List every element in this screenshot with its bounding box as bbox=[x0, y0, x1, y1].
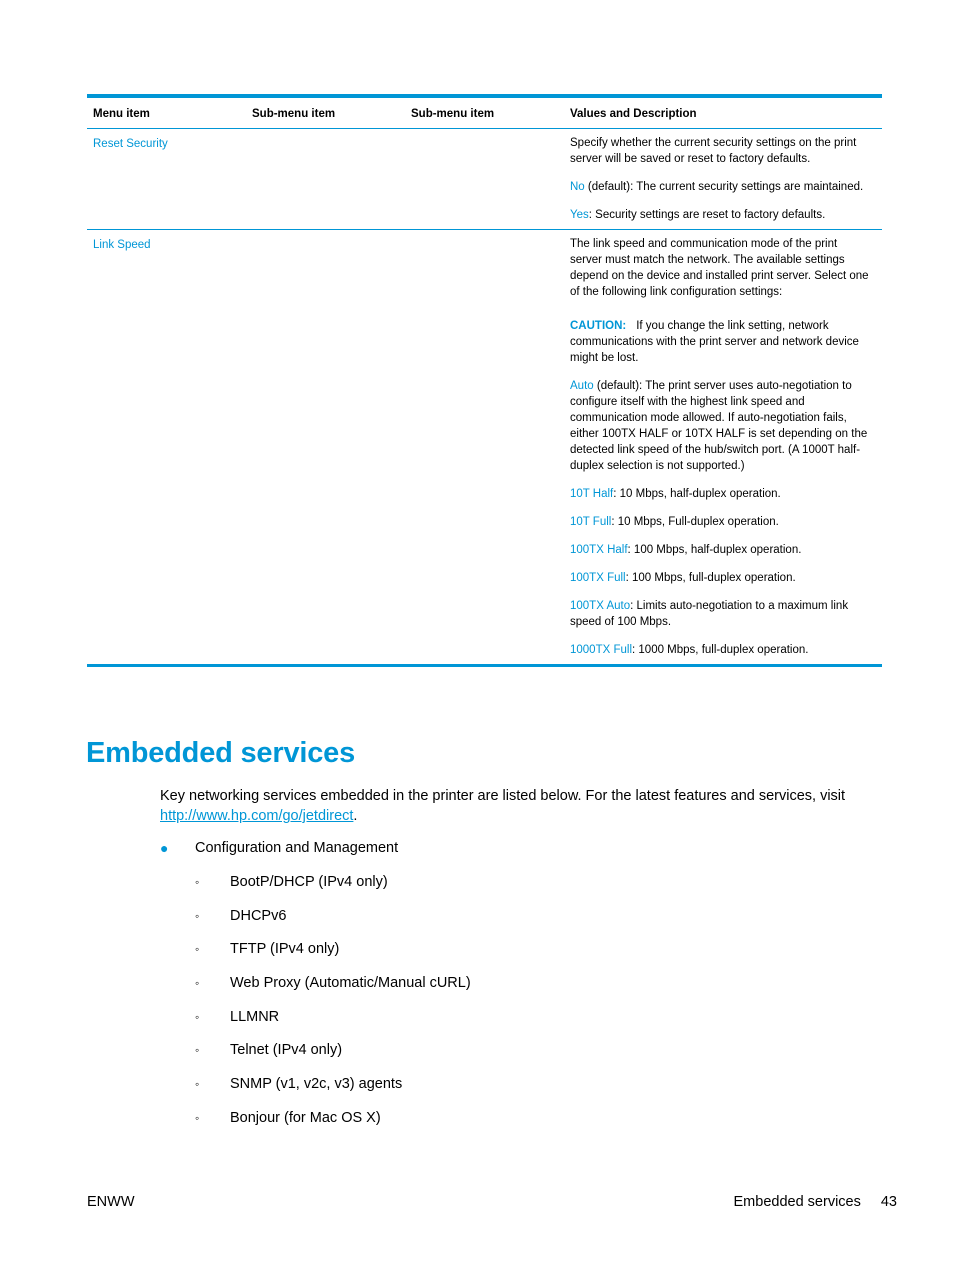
option-term[interactable]: 1000TX Full bbox=[570, 644, 633, 656]
header-sub-menu-item-1: Sub-menu item bbox=[252, 108, 336, 120]
caution-note bbox=[570, 318, 870, 366]
circle-bullet-icon: ◦ bbox=[195, 1077, 200, 1092]
link-speed-link[interactable]: Link Speed bbox=[93, 239, 151, 251]
option-term[interactable]: Yes bbox=[570, 209, 589, 221]
option-term[interactable]: No bbox=[570, 181, 585, 193]
caution-label: CAUTION: bbox=[570, 320, 627, 332]
menu-table bbox=[87, 94, 882, 667]
option-yes bbox=[570, 207, 870, 223]
option-100tx-auto bbox=[570, 598, 870, 630]
option-auto bbox=[570, 378, 870, 474]
table-row-link-speed bbox=[87, 229, 882, 664]
table-header bbox=[87, 98, 882, 129]
list-item-text: Telnet (IPv4 only) bbox=[230, 1042, 343, 1059]
reset-security-description bbox=[570, 129, 876, 229]
list-item-text: SNMP (v1, v2c, v3) agents bbox=[230, 1076, 403, 1093]
option-term[interactable]: 10T Full bbox=[570, 516, 612, 528]
header-menu-item: Menu item bbox=[93, 108, 150, 120]
table-row-reset-security bbox=[87, 129, 882, 229]
list-item-text: Bonjour (for Mac OS X) bbox=[230, 1109, 381, 1126]
option-100tx-full bbox=[570, 570, 870, 586]
option-1000tx-full bbox=[570, 642, 870, 658]
option-text: (default): The print server uses auto-negotiation to configure itself with the highest link speed and communication mode allowed. If auto-negotiation fails, either 100TX HALF or 10TX HALF is set depending on the detected link speed of the hub/switch port. (A 1000T half-duplex selection is not supported.) bbox=[570, 380, 868, 472]
option-100tx-half bbox=[570, 542, 870, 558]
list-item-text: LLMNR bbox=[230, 1008, 280, 1025]
list-item-text: DHCPv6 bbox=[230, 907, 287, 924]
circle-bullet-icon: ◦ bbox=[195, 1110, 200, 1125]
section-title: Embedded services bbox=[86, 737, 356, 769]
circle-bullet-icon: ◦ bbox=[195, 942, 200, 957]
intro-paragraph bbox=[160, 786, 882, 826]
option-term[interactable]: 100TX Half bbox=[570, 544, 628, 556]
description-paragraph: The link speed and communication mode of the print server must match the network. The available settings depend on the device and installed print server. Select one of the following link configuration settings: bbox=[570, 238, 869, 298]
bullet-text: Configuration and Management bbox=[195, 840, 399, 856]
page-number: 43 bbox=[880, 1194, 897, 1210]
circle-bullet-icon: ◦ bbox=[195, 908, 200, 923]
description-paragraph: Specify whether the current security settings on the print server will be saved or reset to factory defaults. bbox=[570, 137, 857, 165]
option-no bbox=[570, 179, 870, 195]
intro-text: Key networking services embedded in the printer are listed below. For the latest features and services, visit bbox=[160, 788, 846, 804]
circle-bullet-icon: ◦ bbox=[195, 1009, 200, 1024]
circle-bullet-icon: ◦ bbox=[195, 976, 200, 991]
option-10t-full bbox=[570, 514, 870, 530]
footer-section-name: Embedded services bbox=[733, 1194, 861, 1210]
header-values-description: Values and Description bbox=[570, 108, 697, 120]
bullet-dot-icon: ● bbox=[160, 840, 169, 856]
option-term[interactable]: Auto bbox=[570, 380, 594, 392]
jetdirect-link[interactable]: http://www.hp.com/go/jetdirect bbox=[160, 808, 354, 824]
option-text: : Security settings are reset to factory defaults. bbox=[588, 209, 826, 221]
option-text: : 100 Mbps, full-duplex operation. bbox=[625, 572, 796, 584]
list-item-text: TFTP (IPv4 only) bbox=[230, 941, 340, 958]
option-10t-half bbox=[570, 486, 870, 502]
caution-text: If you change the link setting, network communications with the print server and network device might be lost. bbox=[570, 320, 859, 364]
footer-enww: ENWW bbox=[87, 1194, 135, 1210]
option-text: : 10 Mbps, half-duplex operation. bbox=[613, 488, 781, 500]
intro-end: . bbox=[353, 808, 358, 824]
option-text: (default): The current security settings are maintained. bbox=[584, 181, 864, 193]
link-speed-description bbox=[570, 230, 876, 664]
option-term[interactable]: 100TX Full bbox=[570, 572, 626, 584]
list-item-text: Web Proxy (Automatic/Manual cURL) bbox=[230, 975, 471, 992]
reset-security-link[interactable]: Reset Security bbox=[93, 138, 168, 150]
option-text: : 10 Mbps, Full-duplex operation. bbox=[611, 516, 779, 528]
option-term[interactable]: 100TX Auto bbox=[570, 600, 631, 612]
option-term[interactable]: 10T Half bbox=[570, 488, 614, 500]
circle-bullet-icon: ◦ bbox=[195, 875, 200, 889]
list-item-text: BootP/DHCP (IPv4 only) bbox=[230, 874, 388, 890]
header-sub-menu-item-2: Sub-menu item bbox=[411, 108, 495, 120]
footer-page-info bbox=[734, 1194, 897, 1210]
option-text: : Limits auto-negotiation to a maximum link speed of 100 Mbps. bbox=[570, 600, 849, 628]
circle-bullet-icon: ◦ bbox=[195, 1043, 200, 1058]
option-text: : 100 Mbps, half-duplex operation. bbox=[627, 544, 802, 556]
option-text: : 1000 Mbps, full-duplex operation. bbox=[632, 644, 809, 656]
